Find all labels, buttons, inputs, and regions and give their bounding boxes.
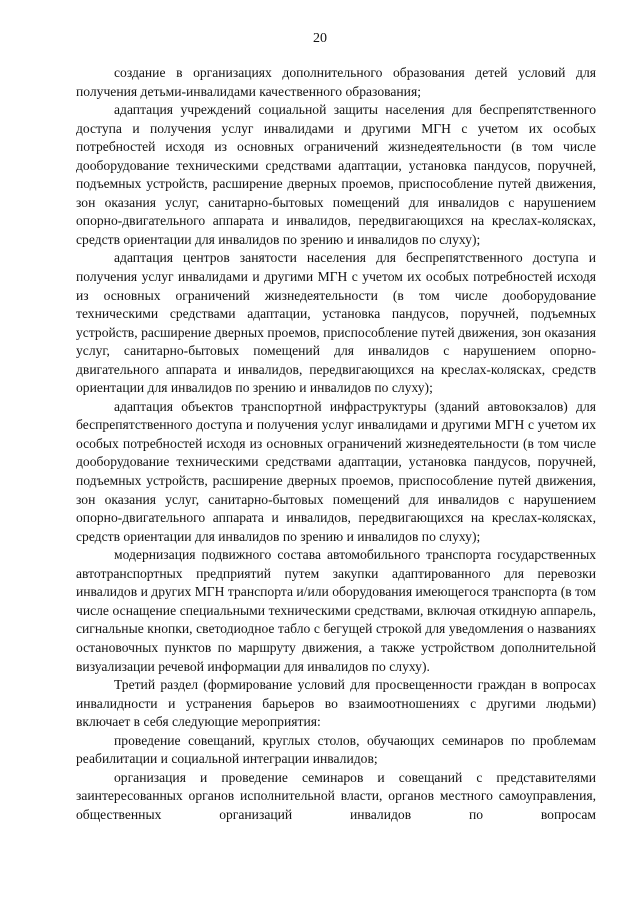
- paragraph-6: Третий раздел (формирование условий для просвещенности граждан в вопросах инвалидности и устранения барьеров во взаимоотношениях с другими людьми) включает в себя следующие мероприятия:: [76, 677, 596, 730]
- paragraph-7: проведение совещаний, круглых столов, обучающих семинаров по проблемам реабилитации и социальной интеграции инвалидов;: [76, 732, 596, 767]
- paragraph-3: адаптация центров занятости населения для беспрепятственного доступа и получения услуг инвалидами и другими МГН с учетом их особых потребностей исходя из основных ограничений жизнедеятельности (в том числе дооборудование техническими средствами адаптации, установка пандусов, поручней, подъемных устройств, расширение дверных проемов, приспособление путей движения, зон оказания услуг, санитарно-бытовых помещений для инвалидов с нарушением опорно-двигательного аппарата и инвалидов, передвигающихся на креслах-колясках, средств ориентации для инвалидов по зрению и инвалидов по слуху);: [76, 250, 596, 396]
- paragraph-4: адаптация объектов транспортной инфраструктуры (зданий автовокзалов) для беспрепятственного доступа и получения услуг инвалидами и другими МГН с учетом их особых потребностей исходя из основных ограничений жизнедеятельности (в том числе дооборудование техническими средствами адаптации, установка пандусов, поручней, подъемных устройств, расширение дверных проемов, приспособление путей движения, зон оказания услуг, санитарно-бытовых помещений для инвалидов с нарушением опорно-двигательного аппарата и инвалидов, передвигающихся на креслах-колясках, средств ориентации для инвалидов по зрению и инвалидов по слуху);: [76, 398, 596, 544]
- paragraph-8: организация и проведение семинаров и совещаний с представителями заинтересованных органов исполнительной власти, органов местного самоуправления, общественных организаций инвалидов по вопросам: [76, 769, 596, 822]
- paragraph-5: модернизация подвижного состава автомобильного транспорта государственных автотранспортных предприятий путем закупки адаптированного для перевозки инвалидов и других МГН транспорта и/или оборудования имеющегося транспорта (в том числе оснащение специальными техническими средствами, включая откидную аппарель, сигнальные кнопки, светодиодное табло с бегущей строкой для уведомления о названиях остановочных пунктов по маршруту движения, а также устройством дополнительной визуализации речевой информации для инвалидов по слуху).: [76, 547, 596, 674]
- paragraph-2: адаптация учреждений социальной защиты населения для беспрепятственного доступа и получения услуг инвалидами и другими МГН с учетом их особых потребностей исходя из основных ограничений жизнедеятельности (в том числе дооборудование техническими средствами адаптации, установка пандусов, поручней, подъемных устройств, расширение дверных проемов, приспособление путей движения, зон оказания услуг, санитарно-бытовых помещений для инвалидов с нарушением опорно-двигательного аппарата и инвалидов, передвигающихся на креслах-колясках, средств ориентации для инвалидов по зрению и инвалидов по слуху);: [76, 102, 596, 247]
- page-number: 20: [313, 31, 327, 46]
- body-text: [76, 64, 596, 824]
- paragraph-1: создание в организациях дополнительного образования детей условий для получения детьми-инвалидами качественного образования;: [76, 65, 596, 99]
